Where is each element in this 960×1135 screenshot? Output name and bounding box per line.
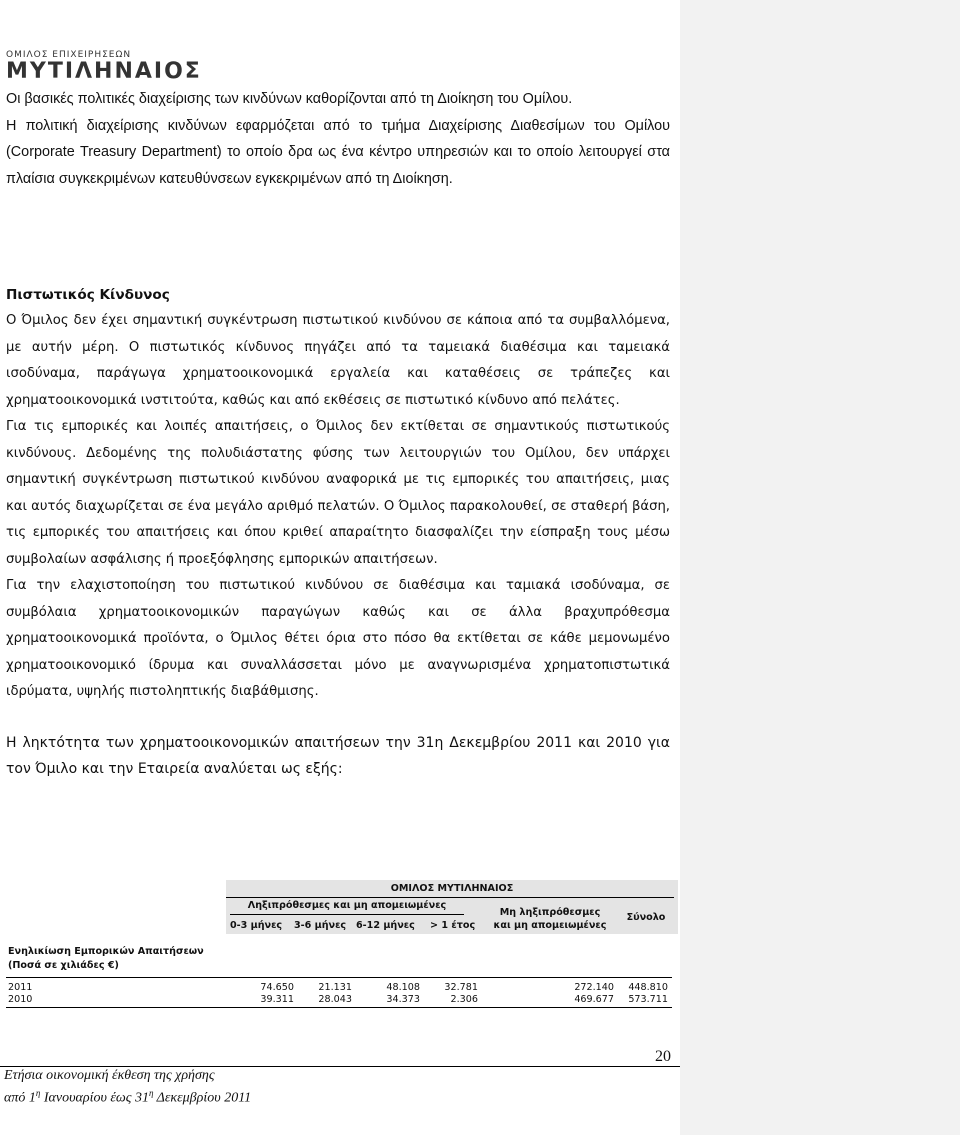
cell-over-1y: 32.781 bbox=[444, 982, 478, 993]
table-row bbox=[6, 994, 672, 1006]
not-due-header bbox=[486, 906, 614, 932]
cell-total: 448.810 bbox=[628, 982, 668, 993]
company-logo bbox=[6, 50, 202, 83]
bucket-header-0-3: 0-3 μήνες bbox=[230, 920, 283, 931]
cell-over-1y: 2.306 bbox=[450, 994, 478, 1005]
footer-period-sup-b: η bbox=[148, 1088, 154, 1098]
logo-company-name: ΜΥΤΙΛΗΝΑΙΟΣ bbox=[6, 59, 202, 84]
row-group-label-line-1: Ενηλικίωση Εμπορικών Απαιτήσεων bbox=[8, 946, 204, 957]
footer-period-c: Δεκεμβρίου 2011 bbox=[153, 1090, 252, 1106]
row-group-label-line-2: (Ποσά σε χιλιάδες €) bbox=[8, 960, 119, 971]
row-group-label bbox=[8, 945, 204, 973]
table-company-header: ΟΜΙΛΟΣ ΜΥΤΙΛΗΝΑΙΟΣ bbox=[390, 883, 514, 894]
page-number: 20 bbox=[655, 1048, 671, 1065]
cell-total: 573.711 bbox=[628, 994, 668, 1005]
intro-line: Οι βασικές πολιτικές διαχείρισης των κινδύνων καθορίζονται από τη Διοίκηση του Ομίλου. bbox=[6, 91, 573, 107]
bucket-header-3-6: 3-6 μήνες bbox=[294, 920, 347, 931]
cell-3-6: 28.043 bbox=[318, 994, 352, 1005]
document-body bbox=[6, 86, 670, 783]
credit-risk-paragraph-3: Για την ελαχιστοποίηση του πιστωτικού κινδύνου σε διαθέσιμα και ταμιακά ισοδύναμα, σε συμβόλαια χρηματοοικονομικών παραγώγων καθώς και σε άλλα βραχυπρόθεσμα χρηματοοικονομικά προϊόντα, ο Όμιλος θέτει όρια στο πόσο θα εκτίθεται σε κάθε μεμονωμένο χρηματοοικονομικό ίδρυμα και συναλλάσσεται μόνο με αναγνωρισμένα χρηματοπιστωτικά ιδρύματα, υψηλής πιστοληπτικής διαβάθμισης. bbox=[6, 578, 670, 699]
overdue-divider bbox=[230, 914, 464, 915]
cell-not-due: 469.677 bbox=[574, 994, 614, 1005]
footer-period-sup-a: η bbox=[35, 1088, 41, 1098]
footer-report-title: Ετήσια οικονομική έκθεση της χρήσης bbox=[4, 1068, 215, 1083]
cell-3-6: 21.131 bbox=[318, 982, 352, 993]
bucket-header-over-1y: > 1 έτος bbox=[430, 920, 476, 931]
footer-period-a: από 1 bbox=[4, 1090, 36, 1106]
table-row bbox=[6, 982, 672, 994]
table-top-rule bbox=[6, 977, 672, 978]
cell-0-3: 39.311 bbox=[260, 994, 294, 1005]
cell-6-12: 48.108 bbox=[386, 982, 420, 993]
not-due-header-line-1: Μη ληξιπρόθεσμες bbox=[499, 907, 601, 918]
bucket-header-6-12: 6-12 μήνες bbox=[356, 920, 415, 931]
intro-paragraph: Η πολιτική διαχείρισης κινδύνων εφαρμόζεται από το τμήμα Διαχείρισης Διαθεσίμων του Ομίλου (Corporate Treasury Department) το οποίο δρα ως ένα κέντρο υπηρεσιών και το οποίο λειτουργεί στα πλαίσια συγκεκριμένων κατευθύνσεων εγκεκριμένων από τη Διοίκηση. bbox=[6, 117, 670, 187]
row-year: 2010 bbox=[8, 994, 33, 1005]
total-header: Σύνολο bbox=[626, 912, 666, 923]
header-divider bbox=[226, 897, 674, 898]
maturity-intro-paragraph: Η ληκτότητα των χρηματοοικονομικών απαιτήσεων την 31η Δεκεμβρίου 2011 και 2010 για τον Όμιλο και την Εταιρεία αναλύεται ως εξής: bbox=[6, 734, 670, 777]
table-bottom-rule bbox=[6, 1007, 672, 1008]
logo-group-label: ΟΜΙΛΟΣ ΕΠΙΧΕΙΡΗΣΕΩΝ bbox=[6, 50, 132, 60]
not-due-header-line-2: και μη απομειωμένες bbox=[493, 920, 607, 931]
overdue-header: Ληξιπρόθεσμες και μη απομειωμένες bbox=[247, 900, 447, 911]
footer-period bbox=[4, 1088, 251, 1107]
credit-risk-paragraph-1: Ο Όμιλος δεν έχει σημαντική συγκέντρωση πιστωτικού κινδύνου σε κάποια από τα συμβαλλόμενα, με αυτήν μέρη. Ο πιστωτικός κίνδυνος πηγάζει από τα ταμειακά διαθέσιμα και ταμειακά ισοδύναμα, παράγωγα χρηματοοικονομικά εργαλεία και καταθέσεις σε τράπεζες και χρηματοοικονομικά ινστιτούτα, καθώς και από εκθέσεις σε πιστωτικό κίνδυνο από πελάτες. bbox=[6, 313, 670, 408]
credit-risk-heading: Πιστωτικός Κίνδυνος bbox=[6, 287, 170, 303]
footer-period-b: Ιανουαρίου έως 31 bbox=[40, 1090, 149, 1106]
cell-6-12: 34.373 bbox=[386, 994, 420, 1005]
cell-0-3: 74.650 bbox=[260, 982, 294, 993]
footer-rule bbox=[0, 1066, 680, 1067]
right-margin-panel bbox=[680, 0, 960, 1135]
row-year: 2011 bbox=[8, 982, 33, 993]
cell-not-due: 272.140 bbox=[574, 982, 614, 993]
credit-risk-paragraph-2: Για τις εμπορικές και λοιπές απαιτήσεις, ο Όμιλος δεν εκτίθεται σε σημαντικούς πιστωτικούς κινδύνους. Δεδομένης της πολυδιάστατης φύσης των λειτουργιών του Ομίλου, δεν υπάρχει σημαντική συγκέντρωση πιστωτικού κινδύνου αναφορικά με τις εμπορικές του απαιτήσεις, μιας και αυτός διαχωρίζεται σε ένα μεγάλο αριθμό πελατών. Ο Όμιλος παρακολουθεί, σε σταθερή βάση, τις εμπορικές του απαιτήσεις και όπου κριθεί απαραίτητο διασφαλίζει την είσπραξη τους μέσω συμβολαίων ασφάλισης ή προεξόφλησης εμπορικών απαιτήσεων. bbox=[6, 419, 670, 567]
